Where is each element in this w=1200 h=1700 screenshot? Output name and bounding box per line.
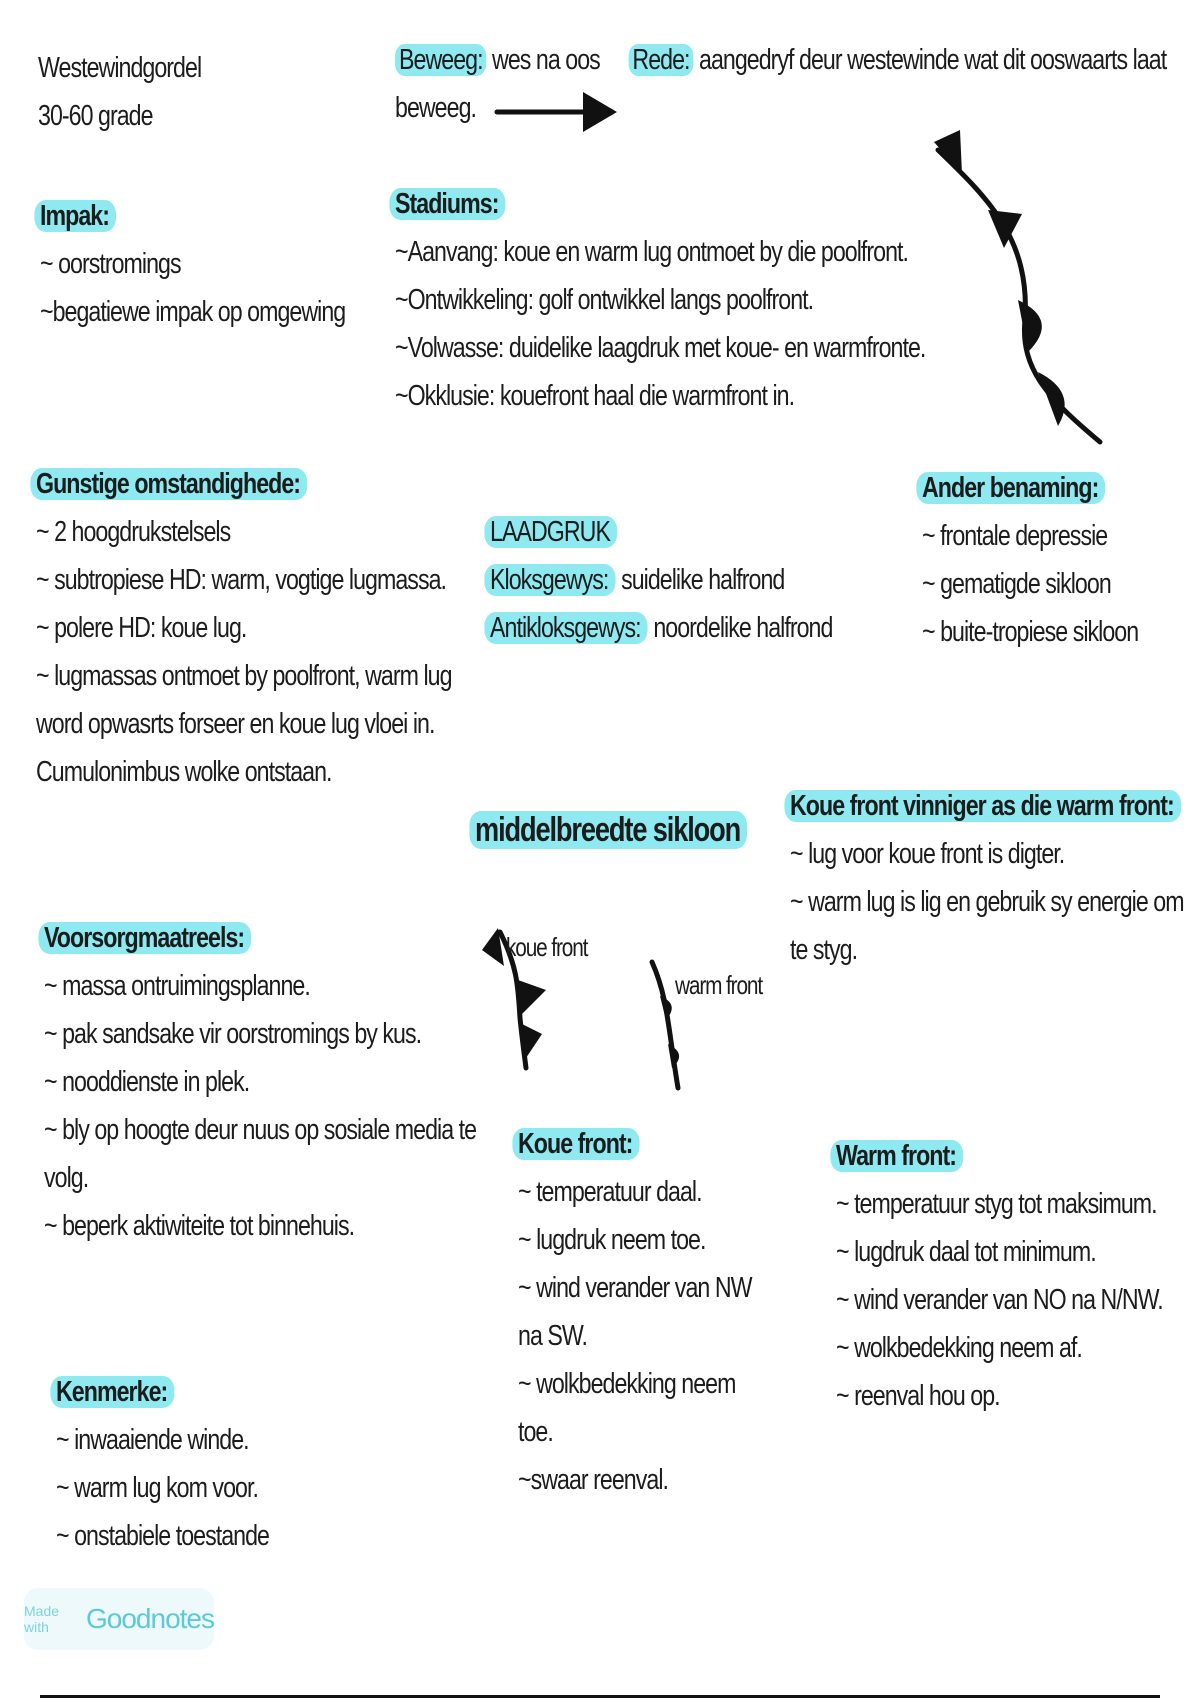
koue-front-item: toe. (518, 1416, 553, 1448)
stadiums-item: ~Ontwikkeling: golf ontwikkel langs poolfront. (395, 284, 814, 316)
laagdruk-block (490, 508, 832, 652)
warm-front-item: ~ lugdruk daal tot minimum. (836, 1236, 1096, 1268)
kenmerke-item: ~ warm lug kom voor. (56, 1472, 258, 1504)
bottom-divider (40, 1695, 1160, 1698)
arrow-right-icon (495, 88, 625, 138)
badge-brand: Goodnotes (86, 1603, 214, 1634)
koue-front-item: ~ wind verander van NW (518, 1272, 752, 1304)
koue-front-item: ~ wolkbedekking neem (518, 1368, 736, 1400)
ander-block (922, 464, 1138, 656)
gunstige-item: ~ polere HD: koue lug. (36, 612, 247, 644)
movement-line2: beweeg. (395, 92, 476, 124)
koue-vinniger-item: ~ warm lug is lig en gebruik sy energie om (790, 886, 1184, 918)
koue-front-block (518, 1120, 752, 1504)
koue-front-heading: Koue front: (512, 1128, 639, 1160)
ander-item: ~ gematigde sikloon (922, 568, 1111, 600)
kloks-text: suidelike halfrond (615, 564, 785, 596)
stadiums-block (395, 180, 925, 420)
warm-front-label: warm front (675, 970, 763, 1000)
koue-front-item: ~ temperatuur daal. (518, 1176, 702, 1208)
beweeg-label: Beweeg: (395, 44, 487, 76)
kloks-label: Kloksgewys: (484, 564, 615, 596)
voorsorg-item: ~ pak sandsake vir oorstromings by kus. (44, 1018, 422, 1050)
gunstige-item: ~ subtropiese HD: warm, vogtige lugmassa. (36, 564, 447, 596)
warm-front-item: ~ wind verander van NO na N/NW. (836, 1284, 1163, 1316)
impak-item: ~begatiewe impak op omgewing (40, 296, 346, 328)
voorsorg-heading: Voorsorgmaatreels: (38, 922, 251, 954)
occluded-front-icon (920, 130, 1120, 450)
westewind-line1: Westewindgordel (38, 52, 202, 84)
westewind-line2: 30-60 grade (38, 100, 153, 132)
koue-vinniger-block (790, 782, 1184, 974)
westewind-block (38, 44, 201, 140)
voorsorg-item: ~ nooddienste in plek. (44, 1066, 250, 1098)
gunstige-item: ~ lugmassas ontmoet by poolfront, warm lug (36, 660, 452, 692)
stadiums-item: ~Volwasse: duidelike laagdruk met koue- en warmfronte. (395, 332, 926, 364)
voorsorg-block (44, 914, 476, 1250)
antikloks-text: noordelike halfrond (647, 612, 833, 644)
kenmerke-block (56, 1368, 269, 1560)
warm-front-item: ~ reenval hou op. (836, 1380, 1000, 1412)
impak-item: ~ oorstromings (40, 248, 181, 280)
rede-text: aangedryf deur westewinde wat dit ooswaarts laat (693, 44, 1167, 76)
ander-heading: Ander benaming: (916, 472, 1105, 504)
gunstige-heading: Gunstige omstandighede: (30, 468, 307, 500)
goodnotes-badge[interactable] (24, 1588, 214, 1650)
stadiums-item: ~Okklusie: kouefront haal die warmfront in. (395, 380, 795, 412)
stadiums-heading: Stadiums: (389, 188, 505, 220)
ander-item: ~ buite-tropiese sikloon (922, 616, 1139, 648)
kenmerke-item: ~ onstabiele toestande (56, 1520, 269, 1552)
main-title-block (475, 806, 747, 856)
kenmerke-heading: Kenmerke: (50, 1376, 174, 1408)
koue-vinniger-item: te styg. (790, 934, 858, 966)
ander-item: ~ frontale depressie (922, 520, 1108, 552)
warm-front-item: ~ wolkbedekking neem af. (836, 1332, 1082, 1364)
gunstige-block (36, 460, 452, 796)
laagdruk-title: LAADGRUK (484, 516, 617, 548)
stadiums-item: ~Aanvang: koue en warm lug ontmoet by die poolfront. (395, 236, 909, 268)
warm-front-item: ~ temperatuur styg tot maksimum. (836, 1188, 1157, 1220)
warm-front-heading: Warm front: (830, 1140, 963, 1172)
voorsorg-item: volg. (44, 1162, 89, 1194)
badge-made-with: Made with (24, 1603, 60, 1635)
rede-label: Rede: (628, 44, 693, 76)
warm-front-block (836, 1132, 1163, 1420)
koue-vinniger-heading: Koue front vinniger as die warm front: (784, 790, 1181, 822)
koue-front-item: ~swaar reenval. (518, 1464, 669, 1496)
kenmerke-item: ~ inwaaiende winde. (56, 1424, 249, 1456)
impak-heading: Impak: (34, 200, 116, 232)
gunstige-item: Cumulonimbus wolke ontstaan. (36, 756, 332, 788)
beweeg-text: wes na oos (486, 44, 600, 76)
voorsorg-item: ~ beperk aktiwiteite tot binnehuis. (44, 1210, 355, 1242)
voorsorg-item: ~ bly op hoogte deur nuus op sosiale media te (44, 1114, 477, 1146)
koue-front-item: ~ lugdruk neem toe. (518, 1224, 706, 1256)
impak-block (40, 192, 345, 336)
gunstige-item: ~ 2 hoogdrukstelsels (36, 516, 231, 548)
koue-front-item: na SW. (518, 1320, 588, 1352)
cold-front-label: koue front (506, 932, 588, 962)
koue-vinniger-item: ~ lug voor koue front is digter. (790, 838, 1065, 870)
antikloks-label: Antikloksgewys: (484, 612, 647, 644)
gunstige-item: word opwasrts forseer en koue lug vloei in. (36, 708, 435, 740)
page-title: middelbreedte sikloon (469, 811, 747, 849)
voorsorg-item: ~ massa ontruimingsplanne. (44, 970, 310, 1002)
